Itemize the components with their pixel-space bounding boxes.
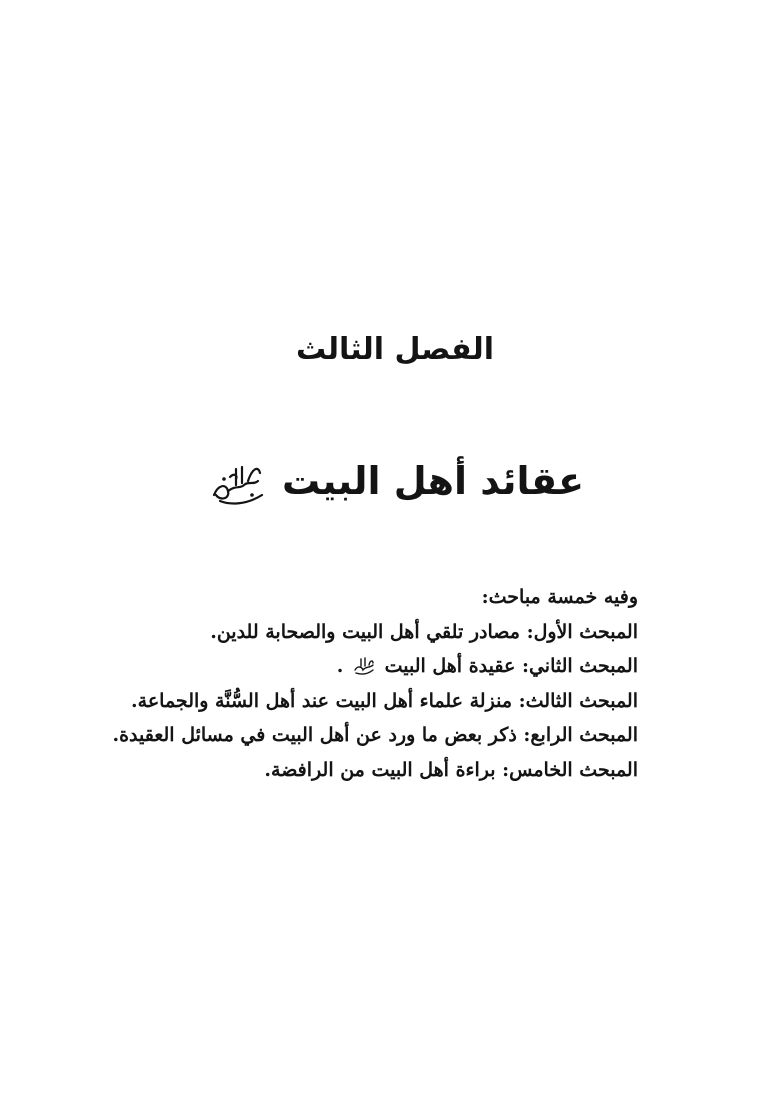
- section-title: ذكر بعض ما ورد عن أهل البيت في مسائل العقيدة.: [112, 724, 517, 746]
- section-title: منزلة علماء أهل البيت عند أهل السُّنَّة والجماعة.: [131, 689, 512, 712]
- contents-intro: وفيه خمسة مباحث:: [481, 586, 638, 608]
- section-label: المبحث الثاني:: [521, 655, 638, 677]
- section-label: المبحث الأول:: [526, 620, 638, 643]
- chapter-title: عقائد أهل البيت: [281, 459, 585, 503]
- chapter-contents: [112, 580, 638, 787]
- section-line: [112, 718, 638, 753]
- honorific-inline-icon: [352, 655, 376, 675]
- section-title: براءة أهل البيت من الرافضة.: [264, 758, 496, 781]
- section-line: [118, 649, 638, 684]
- section-line: [118, 753, 638, 788]
- chapter-title-row: [15, 455, 760, 507]
- section-line: [118, 615, 638, 650]
- section-label: المبحث الثالث:: [518, 689, 638, 712]
- section-label: المبحث الخامس:: [502, 758, 638, 781]
- section-end-period: .: [336, 655, 344, 677]
- section-label: المبحث الرابع:: [523, 724, 638, 746]
- honorific-calligraphy-icon: [206, 455, 268, 507]
- section-title: عقيدة أهل البيت: [384, 655, 516, 677]
- chapter-number-heading: الفصل الثالث: [295, 332, 494, 367]
- section-title: مصادر تلقي أهل البيت والصحابة للدين.: [210, 620, 520, 643]
- section-line: [118, 684, 638, 719]
